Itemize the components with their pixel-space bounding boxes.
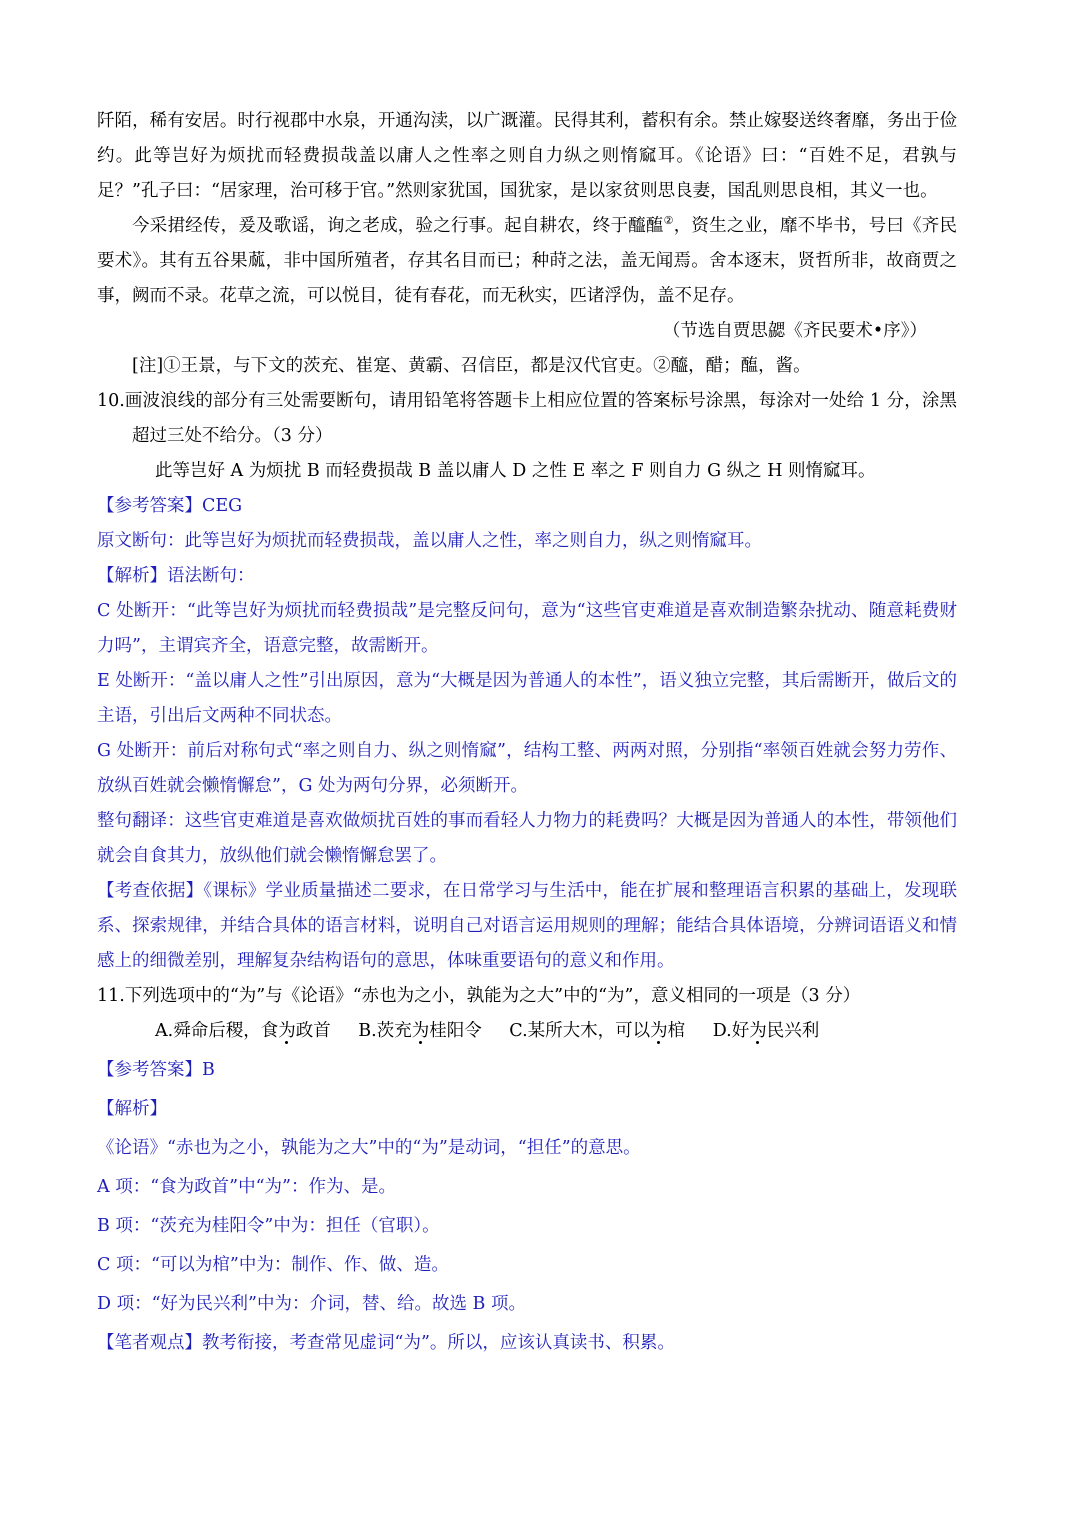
q10-answer xyxy=(97,489,957,524)
option-key-char: 为 xyxy=(411,1021,430,1041)
passage-paragraph: 阡陌，稀有安居。时行视郡中水泉，开通沟渎，以广溉灌。民得其利，蓄积有余。禁止嫁娶送终奢靡，务出于俭约。此等岂好为烦扰而轻费损哉盖以庸人之性率之则自力纵之则惰窳耳。《论语》曰：“百姓不足，君孰与足？”孔子曰：“居家理，治可移于官。”然则家犹国，国犹家，是以家贫则思良妻，国乱则思良相，其义一也。 xyxy=(97,111,957,201)
option-d xyxy=(713,1014,819,1049)
option-c xyxy=(509,1014,685,1049)
passage-text: 今采捃经传，爰及歌谣，询之老成，验之行事。起自耕农，终于醯醢 xyxy=(132,216,664,236)
answer-label: 【参考答案】 xyxy=(97,1060,202,1080)
question-11-options xyxy=(97,1014,957,1049)
q11-answer xyxy=(97,1053,957,1088)
q11-view xyxy=(97,1326,957,1361)
option-text: D.好 xyxy=(712,1021,750,1041)
basis-label: 【考查依据】 xyxy=(97,881,204,901)
option-text: 棺 xyxy=(667,1021,686,1041)
basis-text: 《课标》学业质量描述二要求，在日常学习与生活中，能在扩展和整理语言积累的基础上，发现联系、探索规律，并结合具体的语言材料，说明自己对语言运用规则的理解；能结合具体语境，分辨词语语义和情感上的细微差别，理解复杂结构语句的意思，体味重要语句的意义和作用。 xyxy=(97,881,957,971)
view-text: 教考衔接，考查常见虚词“为”。所以，应该认真读书、积累。 xyxy=(202,1333,675,1353)
q10-basis xyxy=(97,874,957,979)
option-text: B.茨充 xyxy=(358,1021,412,1041)
option-key-char: 为 xyxy=(749,1021,767,1041)
question-10: 10.画波浪线的部分有三处需要断句，请用铅笔将答题卡上相应位置的答案标号涂黑，每涂对一处给 1 分，涂黑超过三处不给分。（3 分） xyxy=(97,391,957,446)
q10-analysis-e: E 处断开：“盖以庸人之性”引出原因，意为“大概是因为普通人的本性”，语义独立完整，其后需断开，做后文的主语，引出后文两种不同状态。 xyxy=(97,671,957,726)
q10-analysis-c: C 处断开：“此等岂好为烦扰而轻费损哉”是完整反问句，意为“这些官吏难道是喜欢制造繁杂扰动、随意耗费财力吗”，主谓宾齐全，语意完整，故需断开。 xyxy=(97,601,957,656)
passage-text: ，资生之业，靡不毕书，号曰《齐民要术》。其有五谷果蓏，非中国所殖者，存其名目而已；种莳之法，盖无闻焉。舍本逐末，贤哲所非，故商贾之事，阙而不录。花草之流，可以悦目，徒有春花，而无秋实，匹诸浮伪，盖不足存。 xyxy=(97,216,958,306)
option-text: A.舜命后稷，食 xyxy=(155,1021,279,1041)
option-text: 政首 xyxy=(295,1021,331,1041)
q10-original: 原文断句：此等岂好为烦扰而轻费损哉，盖以庸人之性，率之则自力，纵之则惰窳耳。 xyxy=(97,531,762,551)
option-key-char: 为 xyxy=(278,1021,296,1041)
analysis-label: 【解析】 xyxy=(97,566,167,586)
answer-value: CEG xyxy=(202,496,243,516)
view-label: 【笔者观点】 xyxy=(97,1333,202,1353)
option-key-char: 为 xyxy=(650,1021,668,1041)
passage-paragraph xyxy=(97,209,957,314)
option-b xyxy=(358,1014,481,1049)
document-content xyxy=(97,104,957,1361)
q10-analysis-g: G 处断开：前后对称句式“率之则自力、纵之则惰窳”，结构工整、两两对照，分别指“率领百姓就会努力劳作、放纵百姓就会懒惰懈怠”，G 处为两句分界，必须断开。 xyxy=(97,741,957,796)
passage-note: [注]①王景，与下文的茨充、崔寔、黄霸、召信臣，都是汉代官吏。②醯，醋；醢，酱。 xyxy=(132,356,811,376)
option-a xyxy=(155,1014,331,1049)
q11-analysis-label: 【解析】 xyxy=(97,1099,167,1119)
q10-translation: 整句翻译：这些官吏难道是喜欢做烦扰百姓的事而看轻人力物力的耗费吗？大概是因为普通人的本性，带领他们就会自食其力，放纵他们就会懒惰懈怠罢了。 xyxy=(97,811,957,866)
q11-analysis-intro: 《论语》“赤也为之小，孰能为之大”中的“为”是动词，“担任”的意思。 xyxy=(97,1138,641,1158)
question-10-sentence: 此等岂好 A 为烦扰 B 而轻费损哉 B 盖以庸人 D 之性 E 率之 F 则自力 G 纵之 H 则惰窳耳。 xyxy=(155,461,876,481)
q11-analysis-c: C 项：“可以为棺”中为：制作、作、做、造。 xyxy=(97,1255,449,1275)
q11-analysis-a: A 项：“食为政首”中“为”：作为、是。 xyxy=(97,1177,396,1197)
analysis-title: 语法断句： xyxy=(167,566,255,586)
q11-analysis-d: D 项：“好为民兴利”中为：介词，替、给。故选 B 项。 xyxy=(97,1294,526,1314)
footnote-mark: ② xyxy=(663,214,674,228)
answer-label: 【参考答案】 xyxy=(97,496,202,516)
answer-value: B xyxy=(202,1060,215,1080)
q10-analysis-heading xyxy=(97,559,957,594)
question-11: 11.下列选项中的“为”与《论语》“赤也为之小，孰能为之大”中的“为”，意义相同的一项是（3 分） xyxy=(97,986,861,1006)
option-text: C.某所大木，可以 xyxy=(509,1021,651,1041)
option-text: 民兴利 xyxy=(766,1021,820,1041)
passage-source: （节选自贾思勰《齐民要术•序》） xyxy=(662,321,927,341)
q11-analysis-b: B 项：“茨充为桂阳令”中为：担任（官职）。 xyxy=(97,1216,440,1236)
option-text: 桂阳令 xyxy=(429,1021,482,1041)
